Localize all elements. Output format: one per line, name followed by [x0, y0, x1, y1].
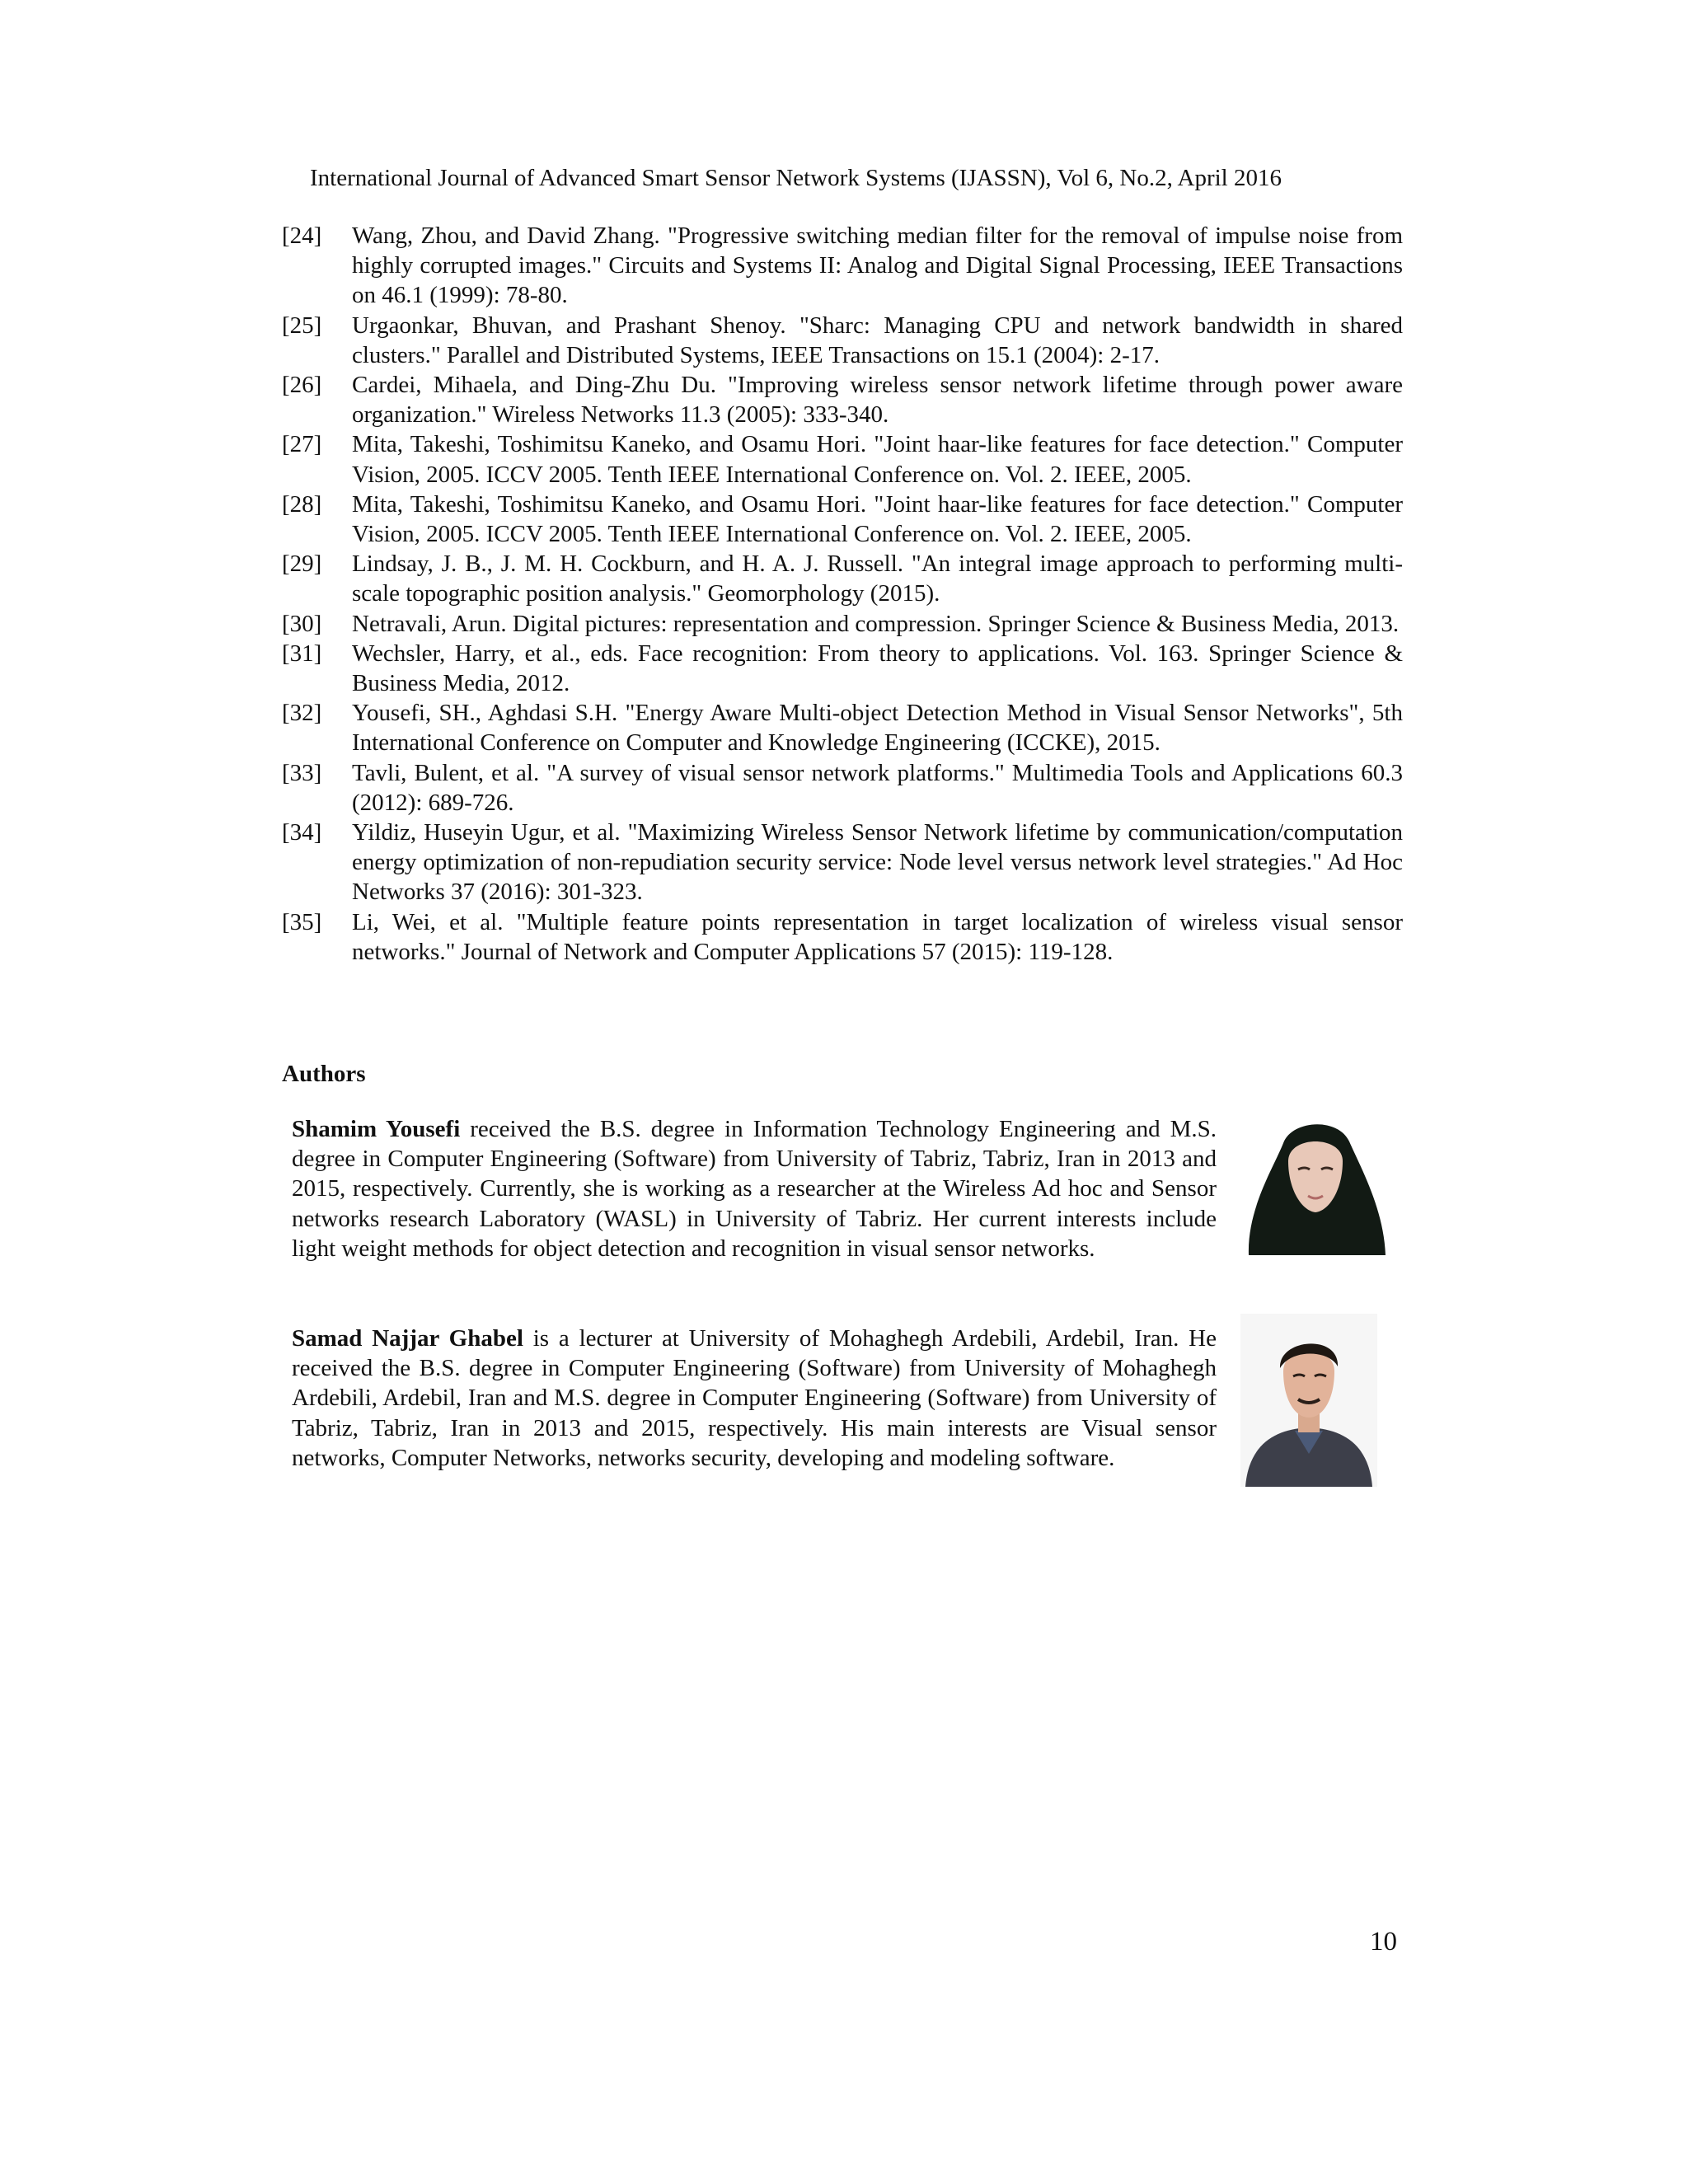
reference-item	[282, 639, 1403, 698]
reference-item	[282, 490, 1403, 549]
reference-text: Mita, Takeshi, Toshimitsu Kaneko, and Osamu Hori. "Joint haar-like features for face detection." Computer Vision, 2005. ICCV 2005. Tenth IEEE International Conference on. Vol. 2. IEEE, 2005.	[352, 490, 1403, 548]
reference-number: [30]	[282, 610, 322, 637]
author-photo	[1240, 1314, 1377, 1487]
author-name: Shamim Yousefi	[292, 1116, 461, 1142]
author-bio	[292, 1324, 1217, 1473]
reference-text: Mita, Takeshi, Toshimitsu Kaneko, and Osamu Hori. "Joint haar-like features for face detection." Computer Vision, 2005. ICCV 2005. Tenth IEEE International Conference on. Vol. 2. IEEE, 2005.	[352, 431, 1403, 488]
reference-number: [29]	[282, 551, 322, 578]
reference-number: [28]	[282, 490, 322, 518]
portrait-female-image	[1240, 1110, 1389, 1255]
reference-item	[282, 429, 1403, 489]
reference-text: Netravali, Arun. Digital pictures: representation and compression. Springer Science & Business Media, 2013.	[352, 610, 1400, 637]
reference-text: Li, Wei, et al. "Multiple feature points representation in target localization of wireless visual sensor networks." Journal of Network and Computer Applications 57 (2015): 119-128.	[352, 908, 1403, 965]
authors-heading: Authors	[282, 1061, 366, 1087]
reference-text: Lindsay, J. B., J. M. H. Cockburn, and H. A. J. Russell. "An integral image approach to performing multi-scale topographic position analysis." Geomorphology (2015).	[352, 551, 1403, 607]
reference-item	[282, 698, 1403, 757]
reference-item	[282, 221, 1403, 311]
reference-number: [26]	[282, 372, 322, 399]
reference-number: [32]	[282, 700, 322, 727]
reference-text: Wechsler, Harry, et al., eds. Face recognition: From theory to applications. Vol. 163. Springer Science & Business Media, 2012.	[352, 640, 1403, 697]
reference-text: Cardei, Mihaela, and Ding-Zhu Du. "Improving wireless sensor network lifetime through power aware organization." Wireless Networks 11.3 (2005): 333-340.	[352, 372, 1403, 429]
reference-item	[282, 818, 1403, 907]
reference-number: [34]	[282, 819, 322, 846]
reference-item	[282, 758, 1403, 818]
reference-text: Wang, Zhou, and David Zhang. "Progressive switching median filter for the removal of impulse noise from highly corrupted images." Circuits and Systems II: Analog and Digital Signal Processing, IEEE Transactions on 46.1 (1999): 78-80.	[352, 223, 1403, 309]
reference-number: [25]	[282, 312, 322, 339]
author-bio	[292, 1114, 1217, 1263]
portrait-male-image	[1240, 1314, 1377, 1487]
reference-item	[282, 370, 1403, 429]
reference-text: Yousefi, SH., Aghdasi S.H. "Energy Aware Multi-object Detection Method in Visual Sensor Networks", 5th International Conference on Computer and Knowledge Engineering (ICCKE), 2015.	[352, 700, 1403, 757]
author-bio-text: received the B.S. degree in Information Technology Engineering and M.S. degree in Computer Engineering (Software) from University of Tabriz, Tabriz, Iran in 2013 and 2015, respectively. Currently, she is working as a researcher at the Wireless Ad hoc and Sensor networks research Laboratory (WASL) in University of Tabriz. Her current interests include light weight methods for object detection and recognition in visual sensor networks.	[292, 1116, 1217, 1262]
reference-number: [31]	[282, 640, 322, 667]
reference-number: [24]	[282, 223, 322, 249]
page-number: 10	[1370, 1927, 1397, 1957]
reference-list	[282, 221, 1403, 967]
reference-number: [27]	[282, 431, 322, 458]
author-bio-text: is a lecturer at University of Mohaghegh Ardebili, Ardebil, Iran. He received the B.S. degree in Computer Engineering (Software) from University of Mohaghegh Ardebili, Ardebil, Iran and M.S. degree in Computer Engineering (Software) from University of Tabriz, Tabriz, Iran in 2013 and 2015, respectively. His main interests are Visual sensor networks, Computer Networks, networks security, developing and modeling software.	[292, 1325, 1217, 1471]
reference-item	[282, 549, 1403, 608]
reference-number: [35]	[282, 908, 322, 935]
reference-text: Yildiz, Huseyin Ugur, et al. "Maximizing Wireless Sensor Network lifetime by communication/computation energy optimization of non-repudiation security service: Node level versus network level strategies." Ad Hoc Networks 37 (2016): 301-323.	[352, 819, 1403, 906]
reference-text: Tavli, Bulent, et al. "A survey of visual sensor network platforms." Multimedia Tools and Applications 60.3 (2012): 689-726.	[352, 759, 1403, 816]
author-photo	[1240, 1110, 1389, 1255]
reference-item	[282, 907, 1403, 967]
reference-item	[282, 311, 1403, 370]
running-header: International Journal of Advanced Smart Sensor Network Systems (IJASSN), Vol 6, No.2, April 2016	[310, 165, 1282, 191]
reference-text: Urgaonkar, Bhuvan, and Prashant Shenoy. "Sharc: Managing CPU and network bandwidth in shared clusters." Parallel and Distributed Systems, IEEE Transactions on 15.1 (2004): 2-17.	[352, 312, 1403, 368]
reference-number: [33]	[282, 759, 322, 786]
author-name: Samad Najjar Ghabel	[292, 1325, 523, 1352]
reference-item	[282, 609, 1403, 639]
